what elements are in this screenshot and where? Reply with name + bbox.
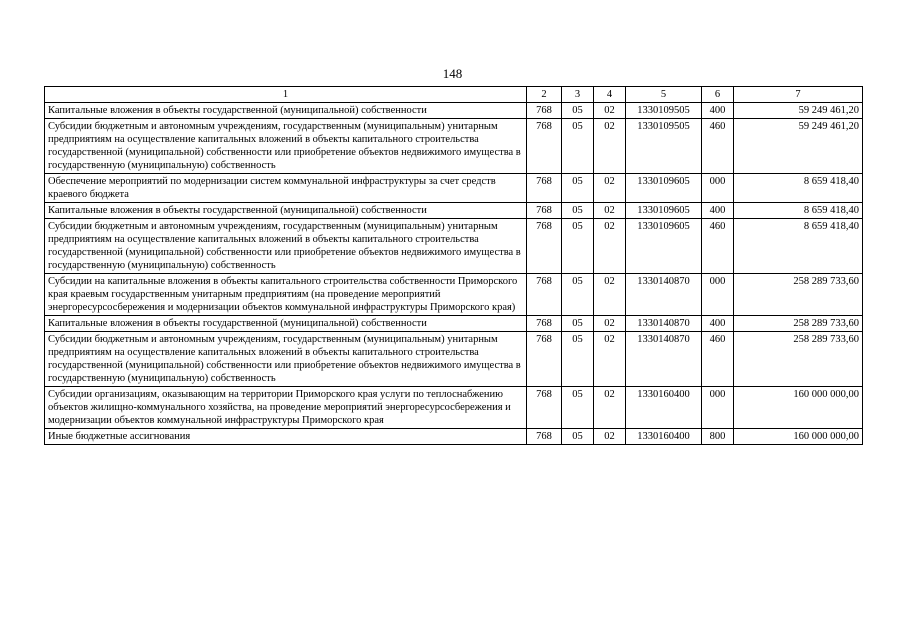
column-header: 3	[562, 87, 594, 103]
column-header: 5	[626, 87, 702, 103]
cell-code-5: 1330140870	[626, 316, 702, 332]
column-header: 2	[527, 87, 562, 103]
cell-code-3: 05	[562, 274, 594, 316]
cell-code-4: 02	[594, 387, 626, 429]
cell-code-4: 02	[594, 203, 626, 219]
cell-code-6: 000	[702, 387, 734, 429]
cell-code-5: 1330160400	[626, 387, 702, 429]
cell-code-3: 05	[562, 219, 594, 274]
column-header: 6	[702, 87, 734, 103]
table-row	[45, 429, 863, 445]
row-amount: 258 289 733,60	[734, 274, 863, 316]
row-description: Субсидии бюджетным и автономным учреждениям, государственным (муниципальным) унитарным предприятиям на осуществление капитальных вложений в объекты капитального строительства государственной (муниципальной) собственности или приобретение объектов недвижимого имущества в государственную (муниципальную) собственность	[45, 119, 527, 174]
cell-code-3: 05	[562, 429, 594, 445]
cell-code-2: 768	[527, 174, 562, 203]
row-amount: 160 000 000,00	[734, 387, 863, 429]
table-row	[45, 119, 863, 174]
cell-code-6: 400	[702, 103, 734, 119]
row-amount: 8 659 418,40	[734, 219, 863, 274]
table-row	[45, 316, 863, 332]
column-header: 4	[594, 87, 626, 103]
cell-code-5: 1330109605	[626, 174, 702, 203]
table-row	[45, 174, 863, 203]
cell-code-4: 02	[594, 219, 626, 274]
cell-code-6: 000	[702, 274, 734, 316]
cell-code-4: 02	[594, 316, 626, 332]
cell-code-2: 768	[527, 332, 562, 387]
row-amount: 8 659 418,40	[734, 174, 863, 203]
table-row	[45, 219, 863, 274]
row-amount: 8 659 418,40	[734, 203, 863, 219]
cell-code-4: 02	[594, 119, 626, 174]
row-amount: 258 289 733,60	[734, 332, 863, 387]
cell-code-3: 05	[562, 387, 594, 429]
cell-code-3: 05	[562, 103, 594, 119]
cell-code-6: 460	[702, 119, 734, 174]
cell-code-6: 400	[702, 316, 734, 332]
cell-code-3: 05	[562, 332, 594, 387]
table-row	[45, 274, 863, 316]
table-row	[45, 387, 863, 429]
cell-code-3: 05	[562, 203, 594, 219]
cell-code-2: 768	[527, 119, 562, 174]
row-description: Иные бюджетные ассигнования	[45, 429, 527, 445]
row-amount: 59 249 461,20	[734, 103, 863, 119]
table-row	[45, 103, 863, 119]
row-amount: 258 289 733,60	[734, 316, 863, 332]
row-description: Субсидии на капитальные вложения в объекты капитального строительства собственности Приморского края краевым государственным унитарным предприятиям (на проведение мероприятий энергоресурсосбережения и модернизации объектов коммунальной инфраструктуры Приморского края)	[45, 274, 527, 316]
cell-code-4: 02	[594, 332, 626, 387]
cell-code-5: 1330109505	[626, 103, 702, 119]
cell-code-2: 768	[527, 274, 562, 316]
cell-code-3: 05	[562, 174, 594, 203]
cell-code-2: 768	[527, 219, 562, 274]
cell-code-3: 05	[562, 316, 594, 332]
column-header: 7	[734, 87, 863, 103]
cell-code-6: 460	[702, 332, 734, 387]
cell-code-5: 1330160400	[626, 429, 702, 445]
row-description: Субсидии организациям, оказывающим на территории Приморского края услуги по теплоснабжению объектов жилищно-коммунального хозяйства, на проведение мероприятий энергоресурсосбережения и модернизации объектов коммунальной инфраструктуры Приморского края	[45, 387, 527, 429]
cell-code-2: 768	[527, 103, 562, 119]
row-description: Субсидии бюджетным и автономным учреждениям, государственным (муниципальным) унитарным предприятиям на осуществление капитальных вложений в объекты капитального строительства государственной (муниципальной) собственности или приобретение объектов недвижимого имущества в государственную (муниципальную) собственность	[45, 219, 527, 274]
cell-code-5: 1330140870	[626, 332, 702, 387]
cell-code-2: 768	[527, 429, 562, 445]
row-description: Капитальные вложения в объекты государственной (муниципальной) собственности	[45, 316, 527, 332]
cell-code-5: 1330140870	[626, 274, 702, 316]
cell-code-6: 800	[702, 429, 734, 445]
budget-table	[44, 86, 863, 445]
cell-code-5: 1330109605	[626, 219, 702, 274]
row-amount: 160 000 000,00	[734, 429, 863, 445]
cell-code-5: 1330109505	[626, 119, 702, 174]
row-amount: 59 249 461,20	[734, 119, 863, 174]
cell-code-4: 02	[594, 103, 626, 119]
row-description: Капитальные вложения в объекты государственной (муниципальной) собственности	[45, 203, 527, 219]
page-number: 148	[442, 66, 463, 81]
cell-code-2: 768	[527, 203, 562, 219]
cell-code-4: 02	[594, 429, 626, 445]
table-row	[45, 203, 863, 219]
column-header: 1	[45, 87, 527, 103]
cell-code-2: 768	[527, 316, 562, 332]
cell-code-3: 05	[562, 119, 594, 174]
row-description: Капитальные вложения в объекты государственной (муниципальной) собственности	[45, 103, 527, 119]
row-description: Субсидии бюджетным и автономным учреждениям, государственным (муниципальным) унитарным предприятиям на осуществление капитальных вложений в объекты капитального строительства государственной (муниципальной) собственности или приобретение объектов недвижимого имущества в государственную (муниципальную) собственность	[45, 332, 527, 387]
cell-code-4: 02	[594, 274, 626, 316]
header-row	[45, 87, 863, 103]
row-description: Обеспечение мероприятий по модернизации систем коммунальной инфраструктуры за счет средств краевого бюджета	[45, 174, 527, 203]
cell-code-6: 400	[702, 203, 734, 219]
cell-code-6: 460	[702, 219, 734, 274]
cell-code-6: 000	[702, 174, 734, 203]
cell-code-5: 1330109605	[626, 203, 702, 219]
cell-code-4: 02	[594, 174, 626, 203]
cell-code-2: 768	[527, 387, 562, 429]
table-row	[45, 332, 863, 387]
